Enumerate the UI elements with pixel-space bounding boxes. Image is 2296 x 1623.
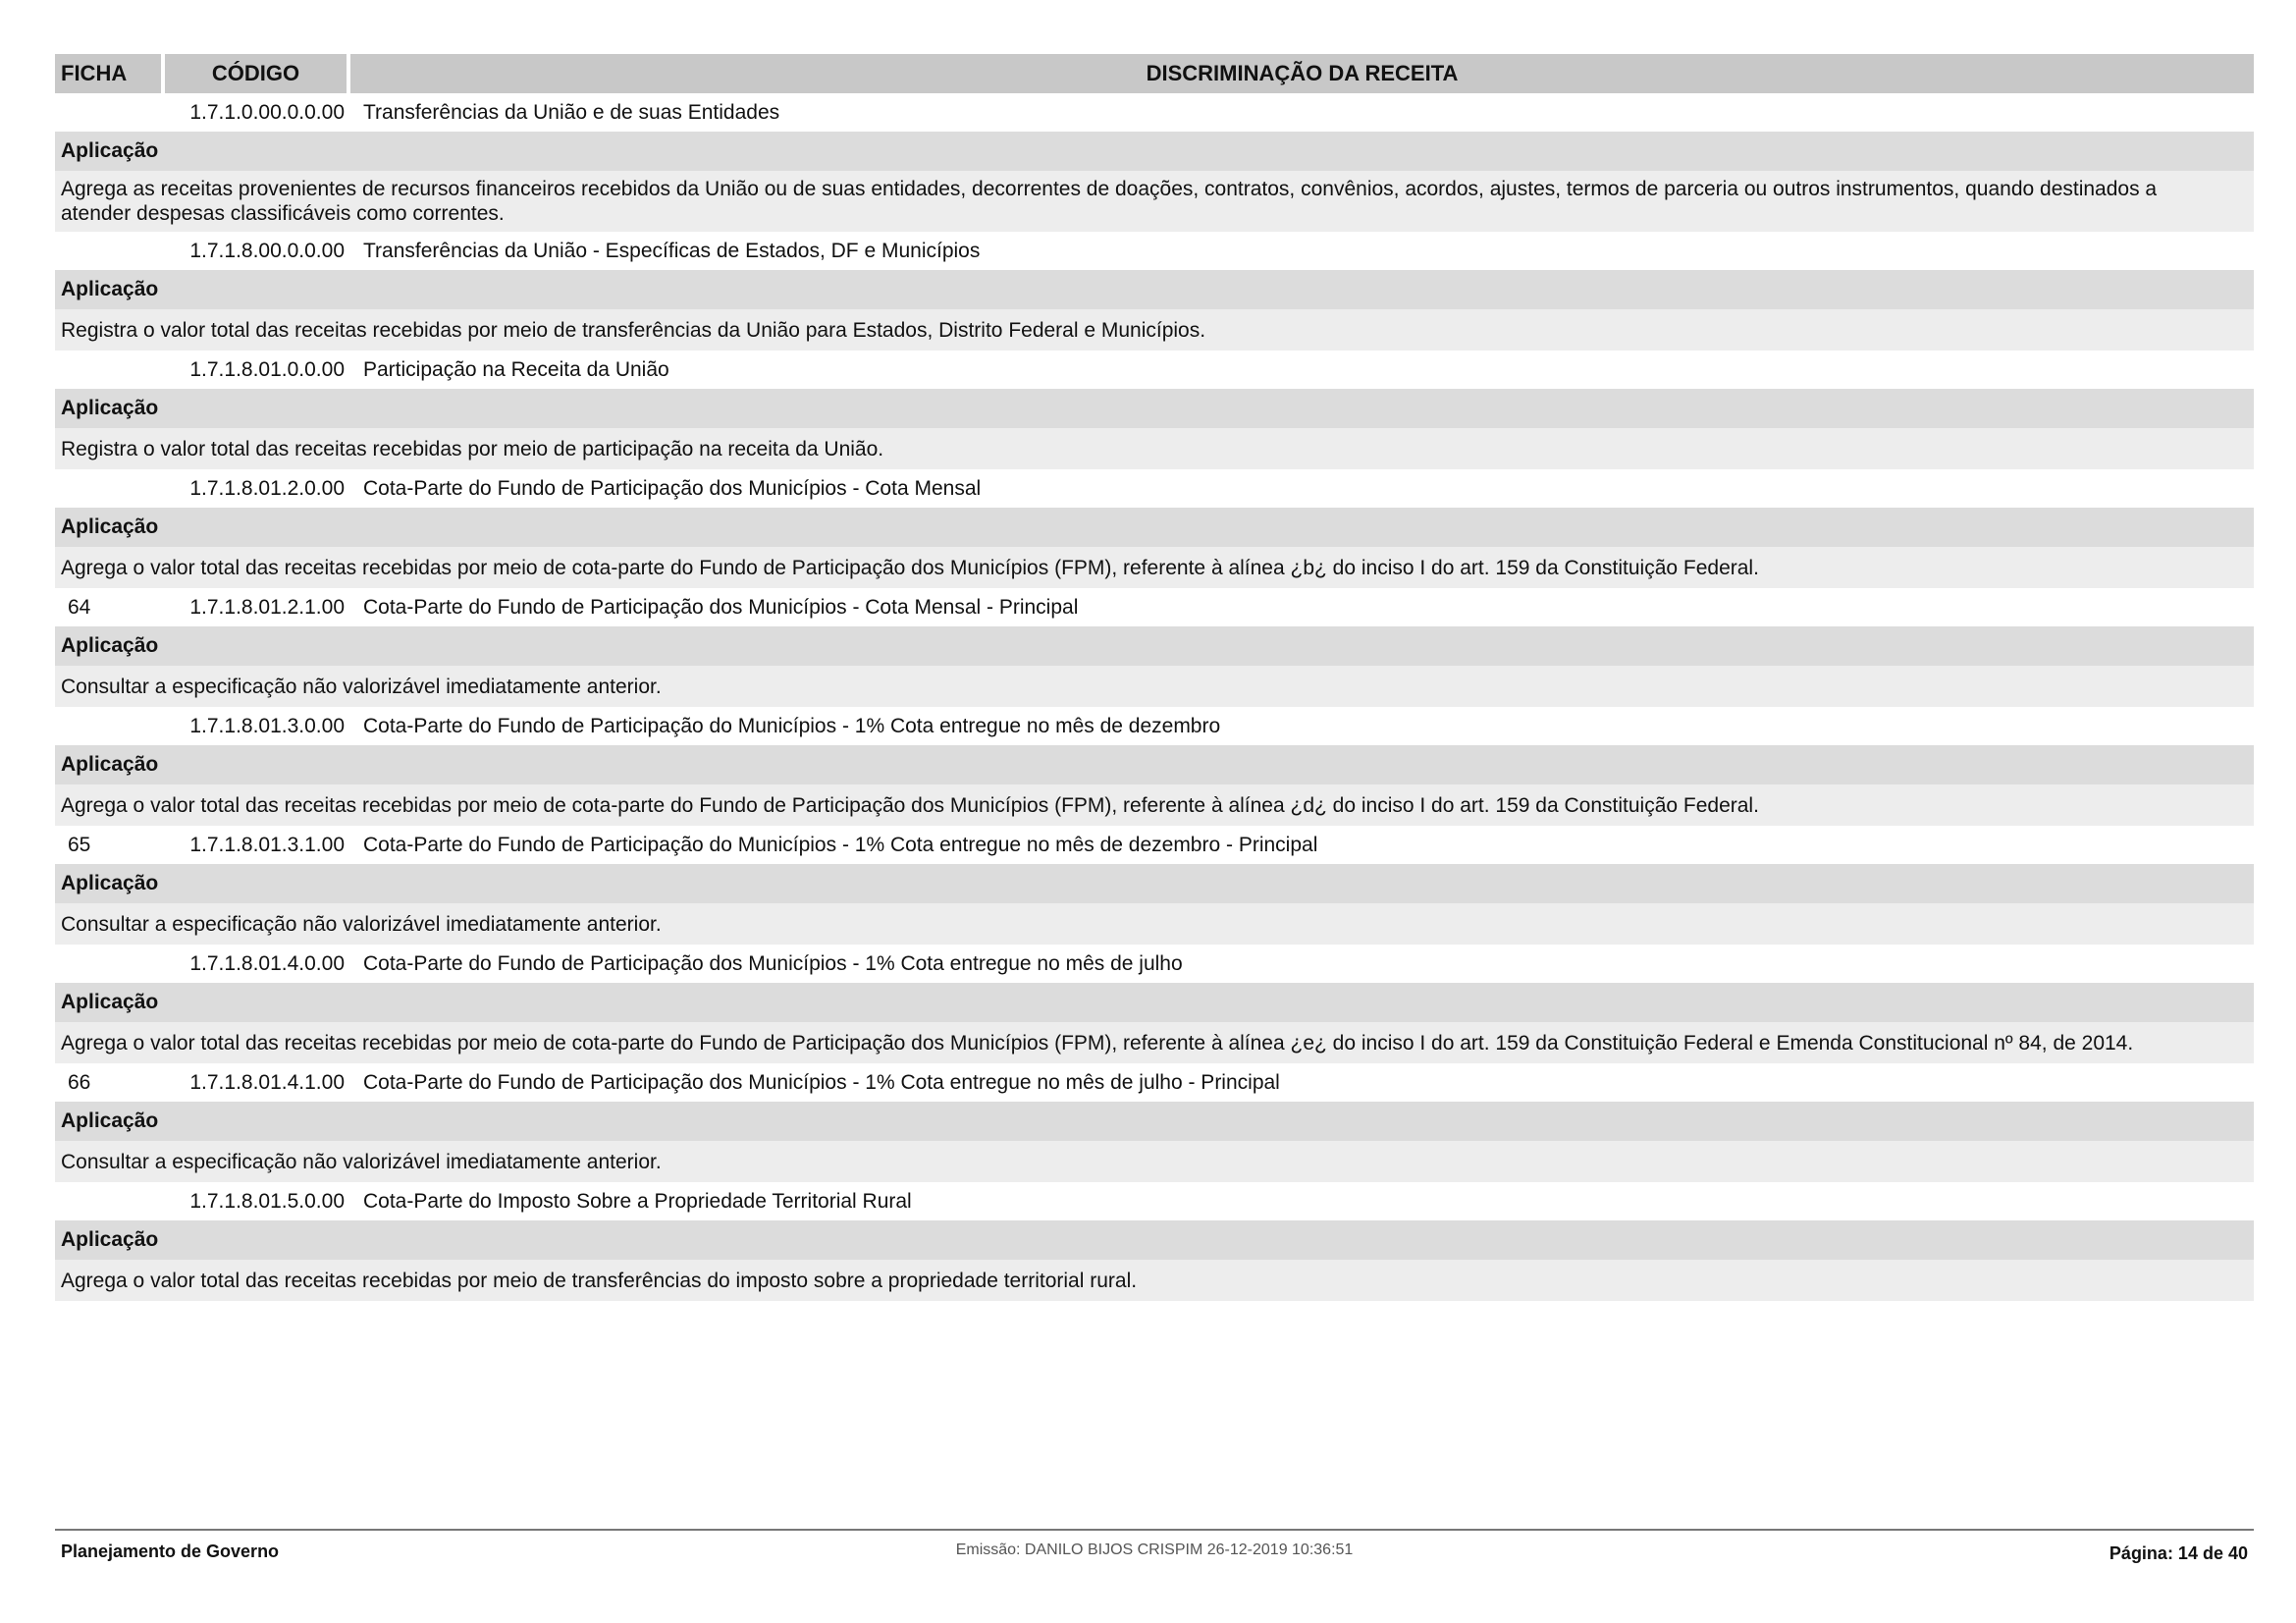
aplicacao-description: Registra o valor total das receitas recebidas por meio de participação na receita da União. (55, 428, 2254, 469)
revenue-title: Cota-Parte do Fundo de Participação dos Municípios - 1% Cota entregue no mês de julho (363, 951, 1183, 975)
revenue-title: Participação na Receita da União (363, 357, 669, 381)
footer-divider (55, 1529, 2254, 1531)
aplicacao-label: Aplicação (55, 1220, 2254, 1260)
revenue-title: Transferências da União e de suas Entidades (363, 100, 780, 124)
revenue-entry (55, 93, 2254, 232)
ficha-number: 65 (68, 833, 91, 856)
revenue-code: 1.7.1.8.01.0.0.00 (189, 357, 345, 381)
code-row (55, 826, 2254, 864)
revenue-entry (55, 826, 2254, 945)
aplicacao-description: Agrega o valor total das receitas recebidas por meio de transferências do imposto sobre a propriedade territorial rural. (55, 1260, 2254, 1301)
code-row (55, 351, 2254, 389)
code-row (55, 945, 2254, 983)
aplicacao-label: Aplicação (55, 1102, 2254, 1141)
revenue-title: Cota-Parte do Fundo de Participação do Municípios - 1% Cota entregue no mês de dezembro (363, 714, 1221, 737)
revenue-entry (55, 945, 2254, 1063)
aplicacao-label: Aplicação (55, 626, 2254, 666)
aplicacao-label: Aplicação (55, 508, 2254, 547)
revenue-code: 1.7.1.0.00.0.0.00 (189, 100, 345, 124)
aplicacao-description: Consultar a especificação não valorizável imediatamente anterior. (55, 666, 2254, 707)
ficha-number: 64 (68, 595, 91, 619)
aplicacao-description: Agrega o valor total das receitas recebidas por meio de cota-parte do Fundo de Participação dos Municípios (FPM), referente à alínea ¿d¿ do inciso I do art. 159 da Constituição Federal. (55, 784, 2254, 826)
revenue-entry (55, 469, 2254, 588)
revenue-entry (55, 1063, 2254, 1182)
revenue-code: 1.7.1.8.01.2.1.00 (189, 595, 345, 619)
table-header (55, 54, 2254, 93)
revenue-entry (55, 351, 2254, 469)
revenue-code: 1.7.1.8.01.4.0.00 (189, 951, 345, 975)
code-row (55, 1063, 2254, 1102)
code-row (55, 93, 2254, 132)
revenue-title: Transferências da União - Específicas de Estados, DF e Municípios (363, 239, 981, 262)
code-row (55, 232, 2254, 270)
code-row (55, 1182, 2254, 1220)
revenue-entry (55, 232, 2254, 351)
aplicacao-label: Aplicação (55, 745, 2254, 784)
aplicacao-description: Agrega o valor total das receitas recebidas por meio de cota-parte do Fundo de Participação dos Municípios (FPM), referente à alínea ¿b¿ do inciso I do art. 159 da Constituição Federal. (55, 547, 2254, 588)
aplicacao-label: Aplicação (55, 864, 2254, 903)
page-footer (55, 1540, 2254, 1569)
revenue-title: Cota-Parte do Fundo de Participação dos Municípios - Cota Mensal (363, 476, 982, 500)
entries-list (55, 93, 2254, 1301)
revenue-code: 1.7.1.8.00.0.0.00 (189, 239, 345, 262)
revenue-code: 1.7.1.8.01.4.1.00 (189, 1070, 345, 1094)
revenue-entry (55, 1182, 2254, 1301)
revenue-title: Cota-Parte do Imposto Sobre a Propriedade Territorial Rural (363, 1189, 912, 1213)
revenue-entry (55, 588, 2254, 707)
aplicacao-label: Aplicação (55, 983, 2254, 1022)
revenue-table (55, 54, 2254, 1301)
footer-org: Planejamento de Governo (61, 1542, 280, 1561)
header-ficha: FICHA (61, 61, 128, 85)
revenue-code: 1.7.1.8.01.3.0.00 (189, 714, 345, 737)
aplicacao-label: Aplicação (55, 270, 2254, 309)
aplicacao-description: Consultar a especificação não valorizável imediatamente anterior. (55, 1141, 2254, 1182)
aplicacao-description: Registra o valor total das receitas recebidas por meio de transferências da União para Estados, Distrito Federal e Municípios. (55, 309, 2254, 351)
aplicacao-label: Aplicação (55, 132, 2254, 171)
ficha-number: 66 (68, 1070, 91, 1094)
aplicacao-description: Agrega o valor total das receitas recebidas por meio de cota-parte do Fundo de Participação dos Municípios (FPM), referente à alínea ¿e¿ do inciso I do art. 159 da Constituição Federal e Emenda Constitucional nº 84, de 2014. (55, 1022, 2254, 1063)
aplicacao-description: Consultar a especificação não valorizável imediatamente anterior. (55, 903, 2254, 945)
revenue-code: 1.7.1.8.01.3.1.00 (189, 833, 345, 856)
revenue-entry (55, 707, 2254, 826)
header-codigo: CÓDIGO (161, 54, 350, 93)
header-discriminacao: DISCRIMINAÇÃO DA RECEITA (1146, 61, 1459, 85)
aplicacao-label: Aplicação (55, 389, 2254, 428)
code-row (55, 707, 2254, 745)
revenue-code: 1.7.1.8.01.5.0.00 (189, 1189, 345, 1213)
revenue-code: 1.7.1.8.01.2.0.00 (189, 476, 345, 500)
code-row (55, 588, 2254, 626)
code-row (55, 469, 2254, 508)
footer-page-number: Página: 14 de 40 (2109, 1543, 2248, 1563)
revenue-title: Cota-Parte do Fundo de Participação dos Municípios - 1% Cota entregue no mês de julho - Principal (363, 1070, 1280, 1094)
aplicacao-description: Agrega as receitas provenientes de recursos financeiros recebidos da União ou de suas entidades, decorrentes de doações, contratos, convênios, acordos, ajustes, termos de parceria ou outros instrumentos, quando destinados a atender despesas classificáveis como correntes. (55, 171, 2254, 232)
revenue-title: Cota-Parte do Fundo de Participação do Municípios - 1% Cota entregue no mês de dezembro - Principal (363, 833, 1318, 856)
footer-emission: Emissão: DANILO BIJOS CRISPIM 26-12-2019 10:36:51 (955, 1542, 1354, 1558)
revenue-title: Cota-Parte do Fundo de Participação dos Municípios - Cota Mensal - Principal (363, 595, 1079, 619)
